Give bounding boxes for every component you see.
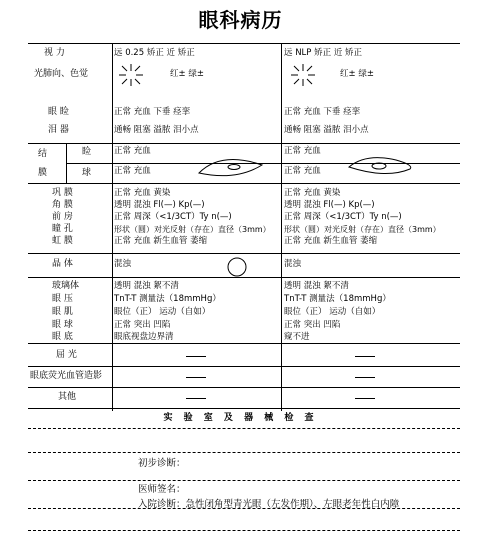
- empty-mark: [355, 356, 375, 357]
- doctor-signature: 医师签名：: [138, 484, 186, 495]
- od-eyelid: 正常 充血 下垂 痉挛: [114, 107, 191, 117]
- label-iop: 眼 压: [52, 294, 73, 304]
- os-bulbar: 正常 充血: [284, 166, 321, 176]
- os-iop: TnT-T 测量法（18mmHg）: [284, 294, 391, 304]
- label-other: 其他: [58, 392, 77, 402]
- os-iris: 正常 充血 新生血管 萎缩: [284, 236, 378, 246]
- column-divider-left: [112, 43, 113, 411]
- os-lacrimal: 通畅 阻塞 溢脓 泪小点: [284, 125, 369, 135]
- label-light: 光肺向、色觉: [34, 69, 89, 79]
- os-vision: 远 NLP 矫正 近 矫正: [284, 48, 363, 58]
- label-lacrimal: 泪 器: [48, 125, 69, 135]
- label-conj-b: 膜: [38, 168, 48, 178]
- label-ffa: 眼底荧光血管造影: [30, 371, 103, 381]
- os-vitreous: 透明 混浊 絮不清: [284, 281, 349, 291]
- label-bulbar: 球: [82, 168, 92, 178]
- light-projection-icon-od: [116, 62, 146, 88]
- od-lacrimal: 通畅 阻塞 溢脓 泪小点: [114, 125, 199, 135]
- column-divider-right: [281, 43, 282, 411]
- row-line: [28, 143, 460, 144]
- os-color: 红± 绿±: [340, 69, 374, 79]
- eye-diagram-os: [346, 155, 416, 179]
- row-line: [28, 408, 460, 409]
- label-refraction: 屈 光: [56, 350, 77, 360]
- admission-diagnosis: 入院诊断：急性闭角型青光眼（左发作期）、左眼老年性白内障: [138, 499, 400, 510]
- row-line: [28, 387, 460, 388]
- label-palpebral: 睑: [82, 147, 92, 157]
- empty-mark: [186, 356, 206, 357]
- label-vitreous: 玻璃体: [52, 281, 80, 291]
- empty-mark: [355, 398, 375, 399]
- os-palpebral: 正常 充血: [284, 146, 321, 156]
- os-fundus: 窥不进: [284, 332, 310, 342]
- label-eye-muscle: 眼 肌: [52, 307, 73, 317]
- od-pupil: 形状（圆）对光反射（存在）直径（3mm）: [114, 225, 271, 234]
- od-lens: 混浊: [114, 259, 132, 269]
- eye-diagram-od: [196, 155, 266, 179]
- label-cornea: 角 膜: [52, 200, 73, 210]
- os-anterior-chamber: 正常 周深（<1/3CT）Ty n(—): [284, 212, 402, 222]
- od-cornea: 透明 混浊 Fl(—) Kp(—): [114, 200, 205, 210]
- od-vision: 远 0.25 矫正 近 矫正: [114, 48, 195, 58]
- row-line: [28, 253, 460, 254]
- label-iris: 虹 膜: [52, 236, 73, 246]
- dashed-line: [28, 480, 460, 481]
- od-fundus: 眼底视盘边界清: [114, 332, 174, 342]
- os-globe: 正常 突出 凹陷: [284, 320, 341, 330]
- row-line: [28, 366, 460, 367]
- section-title: 实 验 室 及 器 械 检 查: [163, 413, 318, 423]
- label-anterior-chamber: 前 房: [52, 212, 73, 222]
- label-lens: 晶 体: [52, 259, 73, 269]
- row-line: [28, 343, 460, 344]
- od-eye-muscle: 眼位（正） 运动（自如）: [114, 307, 211, 317]
- label-conj-a: 结: [38, 149, 48, 159]
- label-vision: 视 力: [44, 48, 65, 58]
- table-top-line: [28, 43, 460, 44]
- label-eyelid: 眼 睑: [48, 107, 69, 117]
- od-sclera: 正常 充血 黄染: [114, 188, 171, 198]
- os-sclera: 正常 充血 黄染: [284, 188, 341, 198]
- dashed-line: [28, 452, 460, 453]
- label-sclera: 巩 膜: [52, 188, 73, 198]
- label-fundus: 眼 底: [52, 332, 73, 342]
- od-color: 红± 绿±: [170, 69, 204, 79]
- os-lens: 混浊: [284, 259, 302, 269]
- od-anterior-chamber: 正常 周深（<1/3CT）Ty n(—): [114, 212, 232, 222]
- od-bulbar: 正常 充血: [114, 166, 151, 176]
- label-globe: 眼 球: [52, 320, 73, 330]
- dashed-line: [28, 428, 460, 429]
- label-pupil: 瞳 孔: [52, 224, 73, 234]
- empty-mark: [186, 398, 206, 399]
- light-projection-icon-os: [288, 62, 318, 88]
- od-palpebral: 正常 充血: [114, 146, 151, 156]
- od-iop: TnT-T 测量法（18mmHg）: [114, 294, 221, 304]
- od-globe: 正常 突出 凹陷: [114, 320, 171, 330]
- od-iris: 正常 充血 新生血管 萎缩: [114, 236, 208, 246]
- row-line: [28, 183, 460, 184]
- os-eyelid: 正常 充血 下垂 痉挛: [284, 107, 361, 117]
- od-vitreous: 透明 混浊 絮不清: [114, 281, 179, 291]
- initial-diagnosis: 初步诊断：: [138, 458, 186, 469]
- empty-mark: [355, 377, 375, 378]
- os-eye-muscle: 眼位（正） 运动（自如）: [284, 307, 381, 317]
- os-pupil: 形状（圆）对光反射（存在）直径（3mm）: [284, 225, 441, 234]
- lens-circle-diagram: [226, 256, 248, 278]
- dashed-line: [28, 530, 460, 531]
- empty-mark: [186, 377, 206, 378]
- page-title: 眼科病历: [198, 8, 283, 32]
- os-cornea: 透明 混浊 Fl(—) Kp(—): [284, 200, 375, 210]
